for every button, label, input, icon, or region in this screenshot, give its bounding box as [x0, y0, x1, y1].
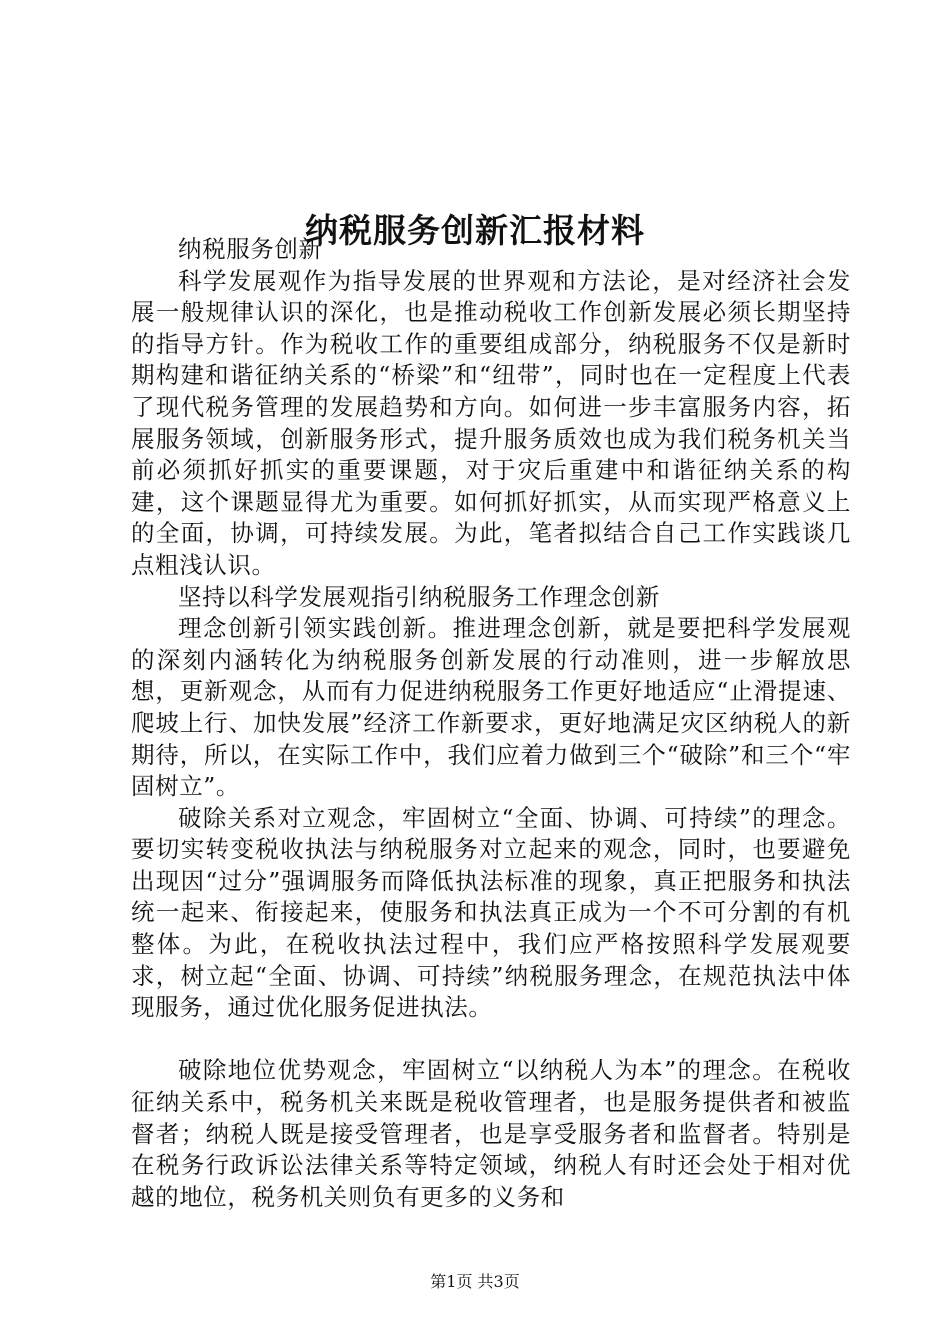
document-title: 纳税服务创新汇报材料	[305, 211, 645, 251]
body-paragraph: 理念创新引领实践创新。推进理念创新，就是要把科学发展观的深刻内涵转化为纳税服务创新发展的行动准则，进一步解放思想，更新观念，从而有力促进纳税服务工作更好地适应“止滑提速、爬坡上行、加快发展”经济工作新要求，更好地满足灾区纳税人的新期待，所以，在实际工作中，我们应着力做到三个“破除”和三个“牢固树立”。	[131, 614, 851, 801]
body-paragraph: 科学发展观作为指导发展的世界观和方法论，是对经济社会发展一般规律认识的深化，也是推动税收工作创新发展必须长期坚持的指导方针。作为税收工作的重要组成部分，纳税服务不仅是新时期构建和谐征纳关系的“桥梁”和“纽带”，同时也在一定程度上代表了现代税务管理的发展趋势和方向。如何进一步丰富服务内容，拓展服务领域，创新服务形式，提升服务质效也成为我们税务机关当前必须抓好抓实的重要课题，对于灾后重建中和谐征纳关系的构建，这个课题显得尤为重要。如何抓好抓实，从而实现严格意义上的全面，协调，可持续发展。为此，笔者拟结合自己工作实践谈几点粗浅认识。	[131, 266, 851, 579]
body-paragraph: 破除关系对立观念，牢固树立“全面、协调、可持续”的理念。要切实转变税收执法与纳税服务对立起来的观念，同时，也要避免出现因“过分”强调服务而降低执法标准的现象，真正把服务和执法统一起来、衔接起来，使服务和执法真正成为一个不可分割的有机整体。为此，在税收执法过程中，我们应严格按照科学发展观要求，树立起“全面、协调、可持续”纳税服务理念，在规范执法中体现服务，通过优化服务促进执法。	[131, 803, 851, 1022]
body-paragraph: 破除地位优势观念，牢固树立“以纳税人为本”的理念。在税收征纳关系中，税务机关来既是税收管理者，也是服务提供者和被监督者；纳税人既是接受管理者，也是享受服务者和监督者。特别是在税务行政诉讼法律关系等特定领域，纳税人有时还会处于相对优越的地位，税务机关则负有更多的义务和	[131, 1056, 851, 1211]
section-subtitle: 纳税服务创新	[178, 235, 323, 263]
document-body	[131, 234, 851, 1213]
section-heading: 坚持以科学发展观指引纳税服务工作理念创新	[178, 582, 660, 611]
page-footer: 第1页 共3页	[430, 1272, 520, 1291]
